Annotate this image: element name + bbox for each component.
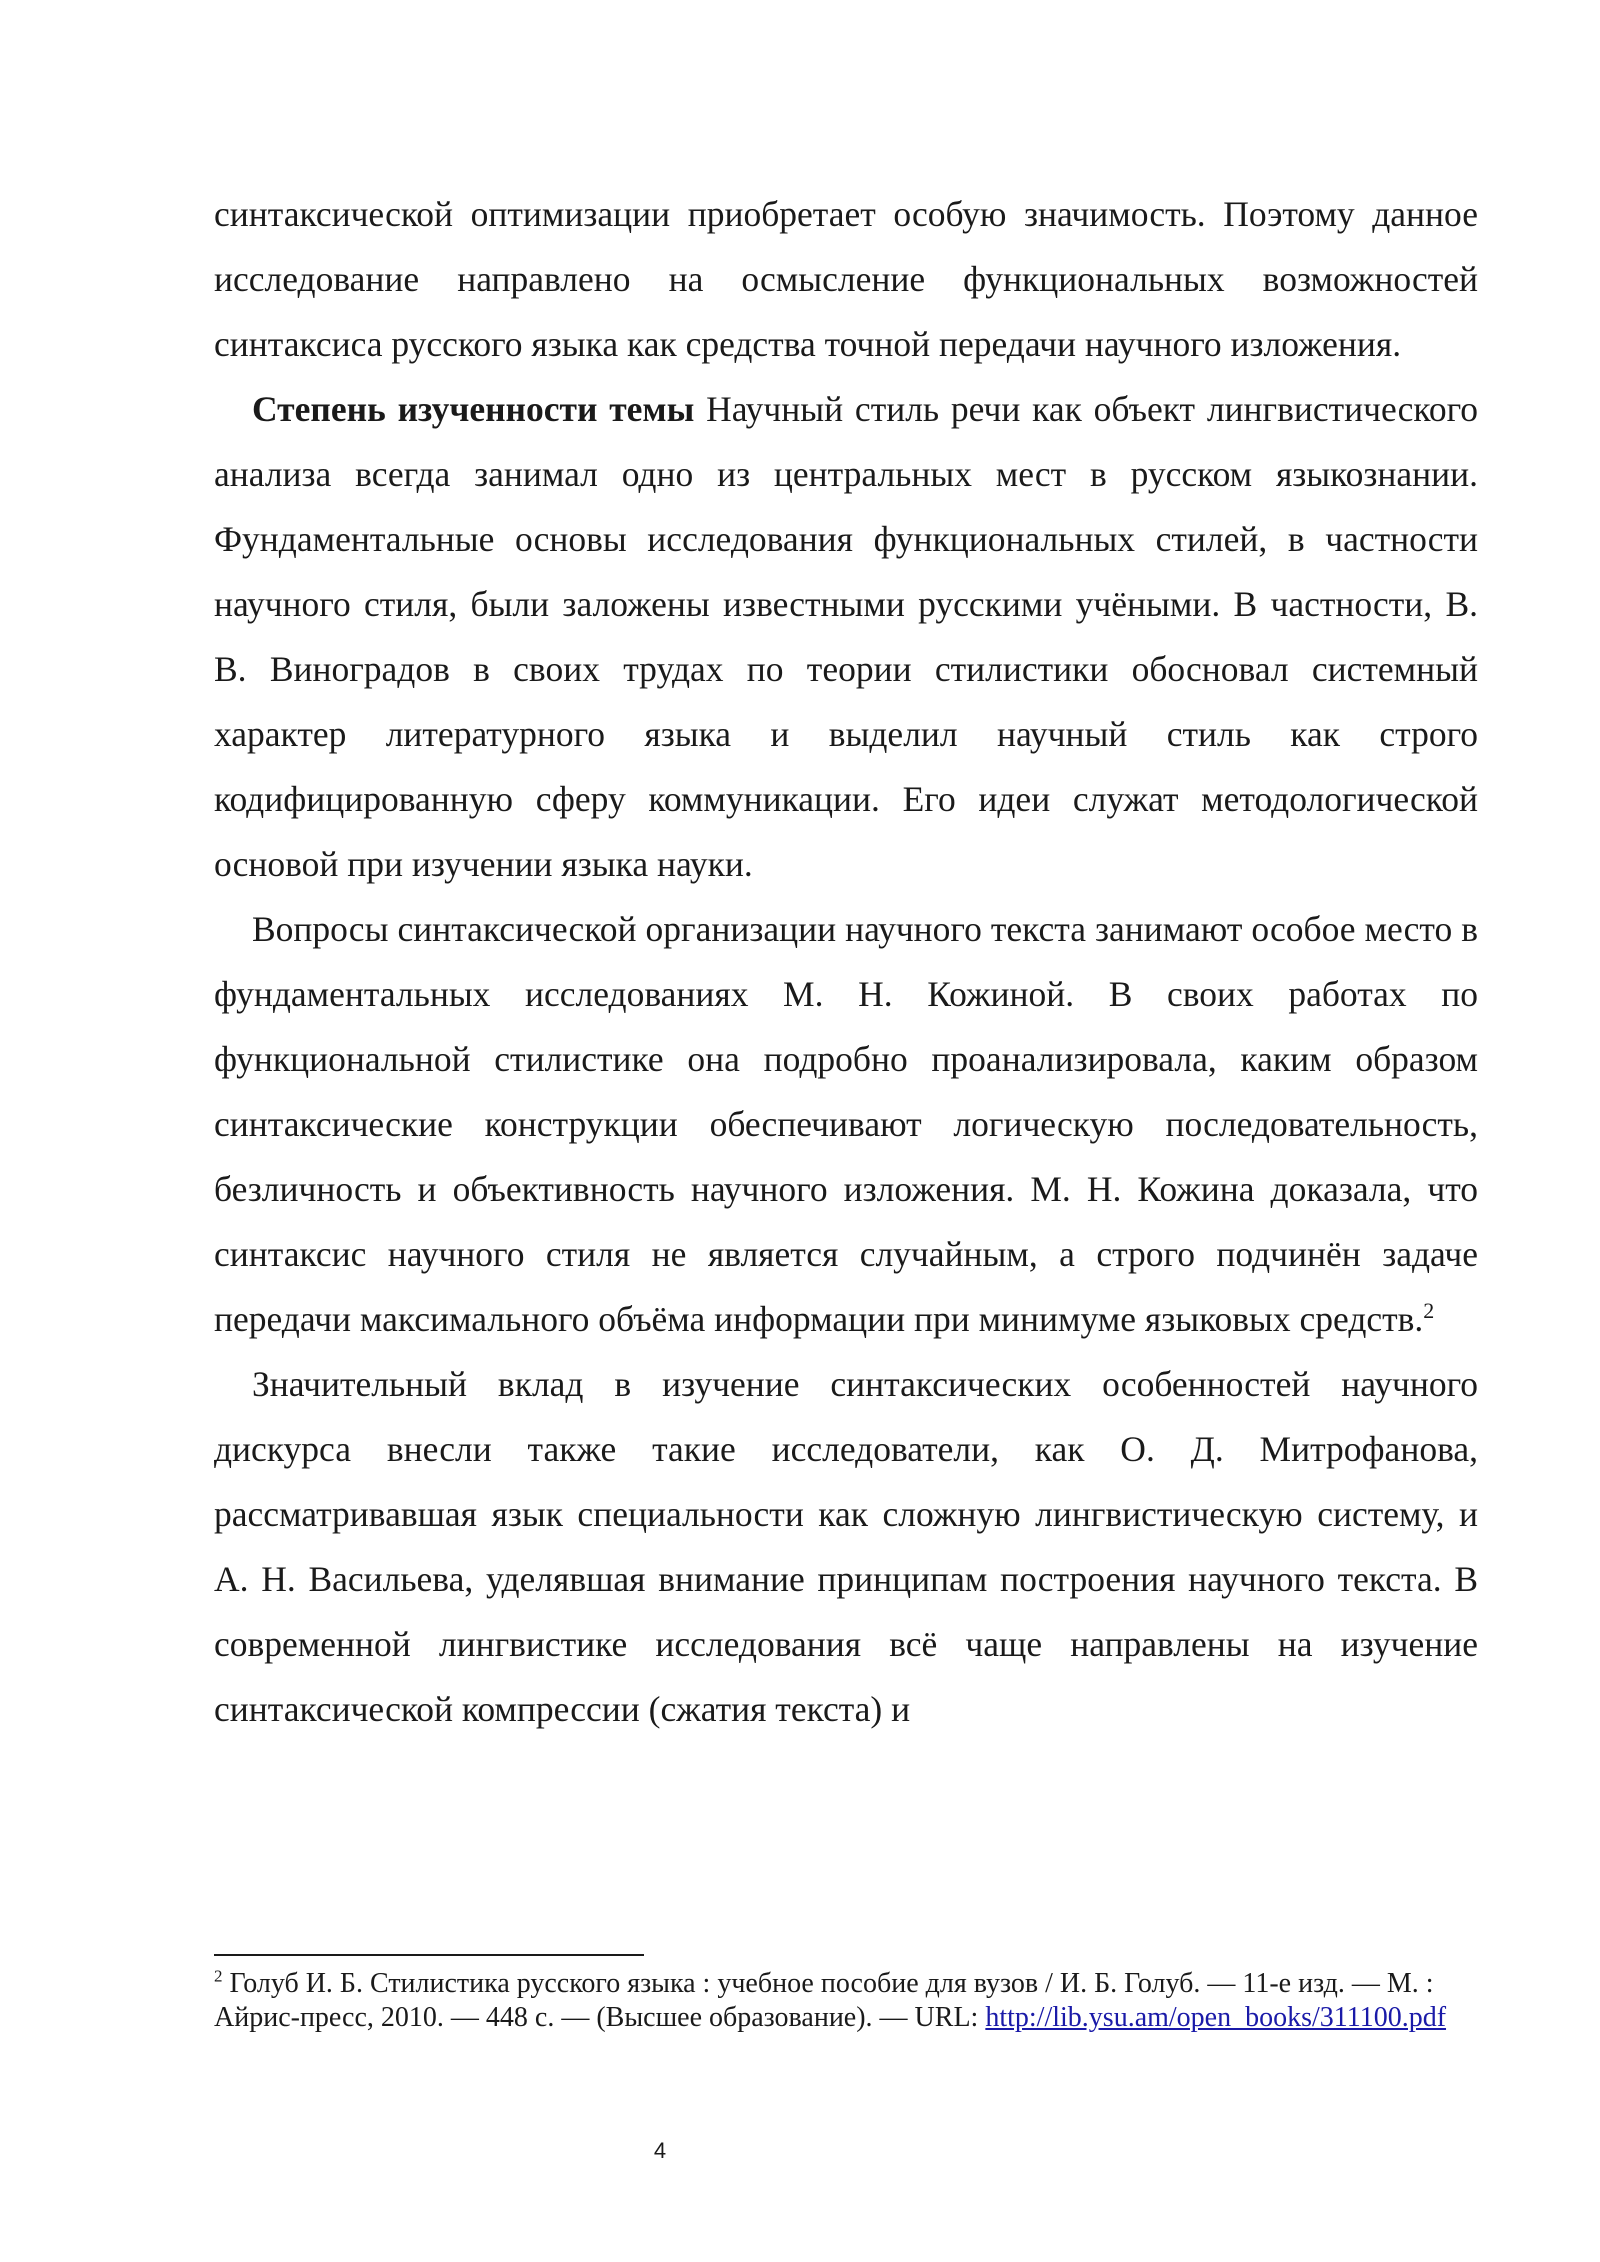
footnote-link[interactable]: http://lib.ysu.am/open_books/311100.pdf: [985, 2002, 1447, 2033]
footnote: [214, 1967, 1478, 2035]
paragraph-text: Значительный вклад в изучение синтаксических особенностей научного дискурса внесли также такие исследователи, как О. Д. Митрофанова, рассматривавшая язык специальности как сложную лингвистическую систему, и А. Н. Васильева, уделявшая внимание принципам построения научного текста. В современной лингвистике исследования всё чаще направлены на изучение синтаксической компрессии (сжатия текста) и: [214, 1364, 1478, 1729]
section-heading: Степень изученности темы: [252, 389, 695, 429]
paragraph-text: Вопросы синтаксической организации научного текста занимают особое место в фундаментальных исследованиях М. Н. Кожиной. В своих работах по функциональной стилистике она подробно проанализировала, каким образом синтаксические конструкции обеспечивают логическую последовательность, безличность и объективность научного изложения. М. Н. Кожина доказала, что синтаксис научного стиля не является случайным, а строго подчинён задаче передачи максимального объёма информации при минимуме языковых средств.: [214, 909, 1478, 1339]
footnote-text: Голуб И. Б. Стилистика русского языка : учебное пособие для вузов / И. Б. Голуб. — 11-е изд. — М. : Айрис-пресс, 2010. — 448 с. — (Высшее образование). — URL:: [214, 1968, 1434, 2033]
footnote-reference[interactable]: 2: [1423, 1298, 1435, 1324]
footnote-separator: [214, 1954, 644, 1956]
footnote-number: 2: [214, 1966, 223, 1986]
body-text: [214, 182, 1478, 1742]
paragraph-literature-review: [214, 377, 1478, 897]
paragraph-contributions: [214, 1352, 1478, 1742]
page-number: 4: [653, 2138, 667, 2163]
paragraph-text: синтаксической оптимизации приобретает особую значимость. Поэтому данное исследование направлено на осмысление функциональных возможностей синтаксиса русского языка как средства точной передачи научного изложения.: [214, 194, 1478, 364]
paragraph-kozhina: [214, 897, 1478, 1352]
paragraph-continuation: [214, 182, 1478, 377]
paragraph-text: Научный стиль речи как объект лингвистического анализа всегда занимал одно из центральных мест в русском языкознании. Фундаментальные основы исследования функциональных стилей, в частности научного стиля, были заложены известными русскими учёными. В частности, В. В. Виноградов в своих трудах по теории стилистики обосновал системный характер литературного языка и выделил научный стиль как строго кодифицированную сферу коммуникации. Его идеи служат методологической основой при изучении языка науки.: [214, 389, 1478, 884]
